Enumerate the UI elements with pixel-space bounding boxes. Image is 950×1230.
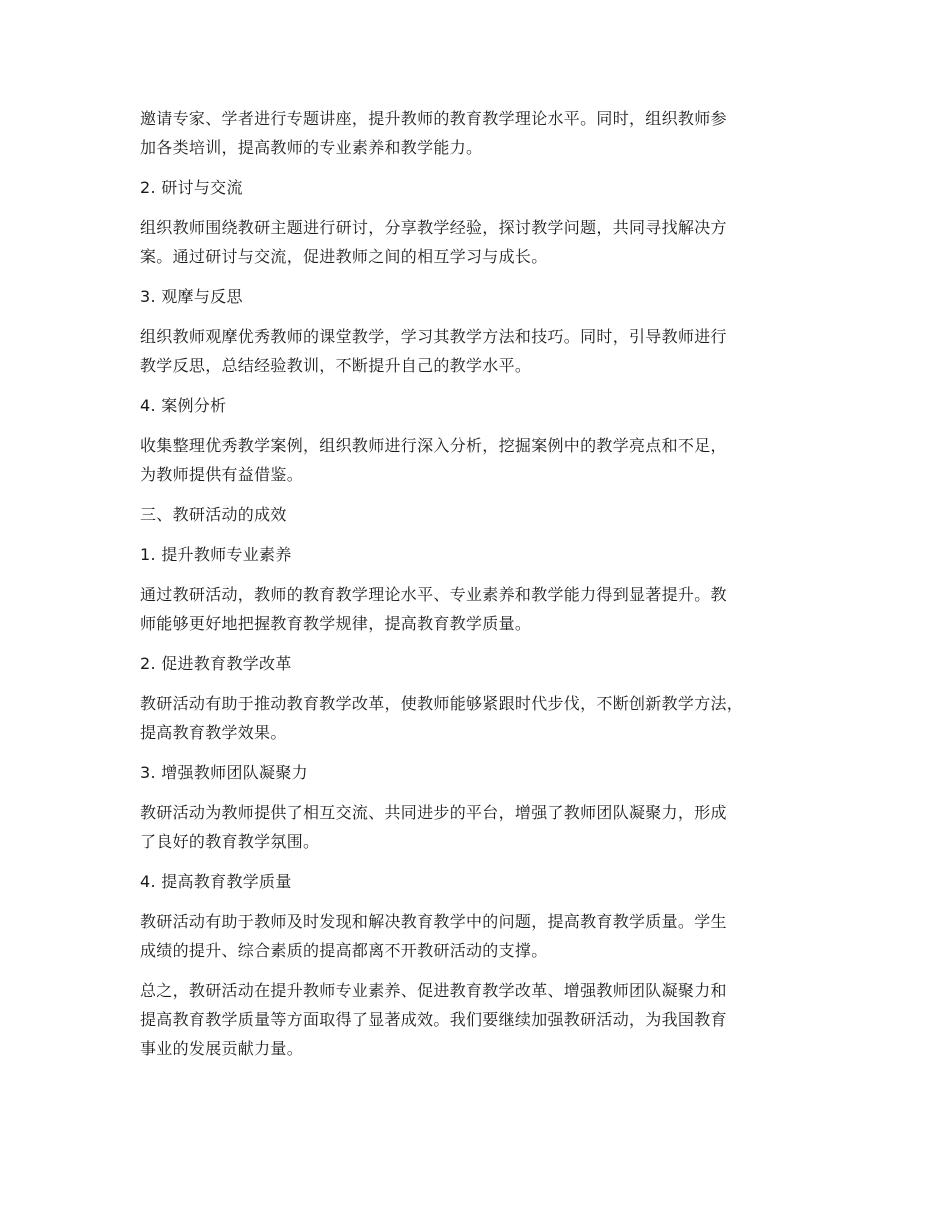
paragraph [140,976,830,1063]
section-heading [140,500,830,529]
paragraph [140,580,830,638]
text-line: 教研活动有助于教师及时发现和解决教育教学中的问题，提高教育教学质量。学生 [140,912,727,931]
text-line: 师能够更好地把握教育教学规律，提高教育教学质量。 [140,614,532,633]
document-page [140,104,830,1074]
text-line: 三、教研活动的成效 [140,505,287,524]
section-heading [140,282,830,311]
paragraph [140,798,830,856]
section-heading [140,540,830,569]
text-line: 3. 增强教师团队凝聚力 [140,763,308,782]
text-line: 加各类培训，提高教师的专业素养和教学能力。 [140,138,483,157]
text-line: 邀请专家、学者进行专题讲座，提升教师的教育教学理论水平。同时，组织教师参 [140,109,727,128]
section-heading [140,391,830,420]
text-line: 成绩的提升、综合素质的提高都离不开教研活动的支撑。 [140,941,548,960]
text-line: 案。通过研讨与交流，促进教师之间的相互学习与成长。 [140,247,548,266]
paragraph [140,689,830,747]
paragraph [140,213,830,271]
text-line: 提高教育教学效果。 [140,723,287,742]
text-line: 2. 研讨与交流 [140,178,243,197]
text-line: 收集整理优秀教学案例，组织教师进行深入分析，挖掘案例中的教学亮点和不足， [140,436,727,455]
text-line: 了良好的教育教学氛围。 [140,832,320,851]
section-heading [140,758,830,787]
text-line: 教研活动为教师提供了相互交流、共同进步的平台，增强了教师团队凝聚力，形成 [140,803,727,822]
text-line: 1. 提升教师专业素养 [140,545,292,564]
text-line: 提高教育教学质量等方面取得了显著成效。我们要继续加强教研活动，为我国教育 [140,1010,727,1029]
text-line: 3. 观摩与反思 [140,287,243,306]
text-line: 为教师提供有益借鉴。 [140,465,304,484]
section-heading [140,173,830,202]
text-line: 组织教师围绕教研主题进行研讨，分享教学经验，探讨教学问题，共同寻找解决方 [140,218,727,237]
text-line: 2. 促进教育教学改革 [140,654,292,673]
paragraph [140,907,830,965]
text-line: 事业的发展贡献力量。 [140,1039,304,1058]
text-line: 教研活动有助于推动教育教学改革，使教师能够紧跟时代步伐，不断创新教学方法， [140,694,744,713]
text-line: 总之，教研活动在提升教师专业素养、促进教育教学改革、增强教师团队凝聚力和 [140,981,727,1000]
text-line: 通过教研活动，教师的教育教学理论水平、专业素养和教学能力得到显著提升。教 [140,585,727,604]
text-line: 4. 案例分析 [140,396,227,415]
paragraph [140,322,830,380]
paragraph [140,104,830,162]
text-line: 4. 提高教育教学质量 [140,872,292,891]
text-line: 教学反思，总结经验教训，不断提升自己的教学水平。 [140,356,532,375]
section-heading [140,867,830,896]
section-heading [140,649,830,678]
paragraph [140,431,830,489]
text-line: 组织教师观摩优秀教师的课堂教学，学习其教学方法和技巧。同时，引导教师进行 [140,327,727,346]
